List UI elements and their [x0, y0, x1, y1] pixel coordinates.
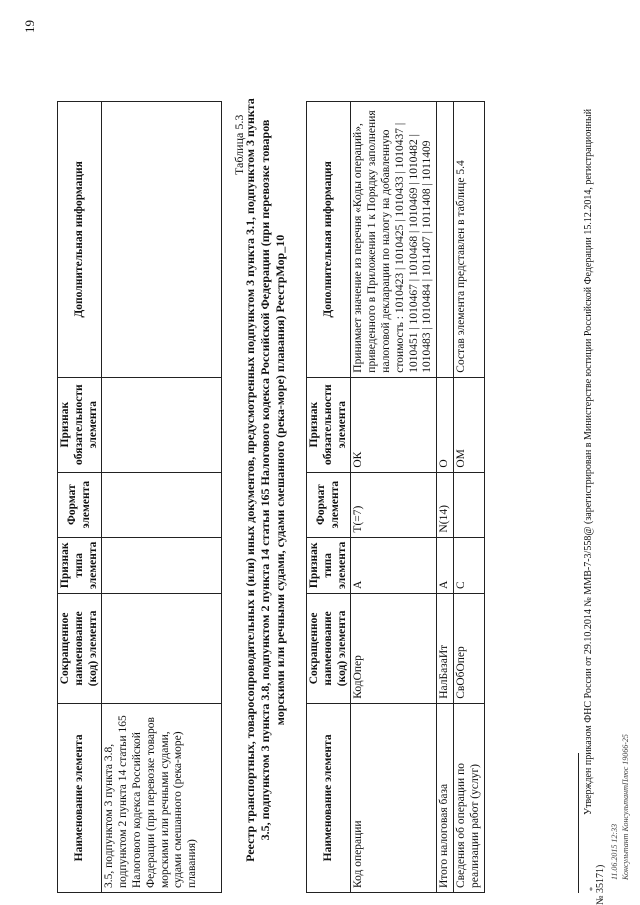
table-cell — [102, 472, 222, 537]
header-cell: Сокращенное наименование (код) элемента — [58, 593, 102, 703]
table-cell: СвОбОпер — [453, 593, 484, 703]
table-cell — [453, 472, 484, 537]
table-cell: С — [453, 537, 484, 593]
table-cell: 3.5, подпунктом 3 пункта 3.8, подпунктом 2 пункта 14 статьи 165 Налогового кодекса Российской Федерации (при перевозке товаров морскими или речными судами, судами смешанного (река-море) плавания) — [102, 703, 222, 892]
table-title: Реестр транспортных, товаросопроводительных и (или) иных документов, предусмотренных подпунктом 3 пункта 3.1, подпунктом 3 пункта 3.5, подпунктом 3 пункта 3.8, подпунктом 2 пункта 14 статьи 165 Налогового кодекса Российской Федерации (при перевозке товаров морскими или речными судами, судами смешанного (река-море) плавания) РеестрМор_10 — [243, 98, 287, 862]
registration-number: № 35171) — [595, 864, 606, 905]
header-cell: Признак типа элемента — [307, 537, 351, 593]
footnote-text: Утвержден приказом ФНС России от 29.10.2014 № ММВ-7-3/558@ (зарегистрирован в Министерстве юстиции Российской Федерации 15.12.2014, регистрационный — [583, 108, 594, 815]
table-cell: ОК — [351, 377, 437, 472]
table-header-row — [58, 102, 102, 893]
header-cell: Признак обязательности элемента — [58, 377, 102, 472]
table-header-row — [307, 102, 351, 893]
table-cell: О — [437, 377, 454, 472]
table-cell — [102, 537, 222, 593]
registry-table — [306, 101, 485, 893]
footnote-mark: * — [588, 887, 597, 891]
header-cell: Формат элемента — [58, 472, 102, 537]
table-row — [351, 102, 437, 893]
table-cell: T(=7) — [351, 472, 437, 537]
table-cell: Код операции — [351, 703, 437, 892]
table-cell: А — [351, 537, 437, 593]
table-cell — [102, 102, 222, 378]
header-cell: Сокращенное наименование (код) элемента — [307, 593, 351, 703]
table-cell: Состав элемента представлен в таблице 5.4 — [453, 102, 484, 378]
table-cell: КодОпер — [351, 593, 437, 703]
print-stamp-source: Консультант КонсультантПлюс 19066-25 — [621, 734, 630, 880]
table-caption: Таблица 5.3 — [232, 114, 246, 175]
table-row — [453, 102, 484, 893]
header-cell: Формат элемента — [307, 472, 351, 537]
table-cell — [102, 377, 222, 472]
table-cell: N(14) — [437, 472, 454, 537]
table-cell — [102, 593, 222, 703]
header-cell: Наименование элемента — [58, 703, 102, 892]
table-row — [102, 102, 222, 893]
header-cell: Дополнительная информация — [307, 102, 351, 378]
table-continuation — [57, 101, 222, 893]
table-cell: Принимает значение из перечня «Коды операций», приведенного в Приложении 1 к Порядку заполнения налоговой декларации по налогу на добавленную стоимость : 1010423 | 1010425 | 1010433 | 1010437 | 1010451 | 1010467 | 1010468 | 1010469 | 1010482 | 1010483 | 1010484 | 1011407 | 1011408 | 1011409 — [351, 102, 437, 378]
page-number: 19 — [22, 20, 37, 33]
table-cell: НалБазаИт — [437, 593, 454, 703]
header-cell: Дополнительная информация — [58, 102, 102, 378]
table-cell — [437, 102, 454, 378]
table-cell: ОМ — [453, 377, 484, 472]
print-stamp-date: 11.06.2015 12:33 — [610, 823, 619, 880]
header-cell: Признак обязательности элемента — [307, 377, 351, 472]
table-cell: Итого налоговая база — [437, 703, 454, 892]
footnote-divider — [578, 753, 579, 893]
table-cell: А — [437, 537, 454, 593]
table-row — [437, 102, 454, 893]
header-cell: Признак типа элемента — [58, 537, 102, 593]
header-cell: Наименование элемента — [307, 703, 351, 892]
table-cell: Сведения об операции по реализации работ (услуг) — [453, 703, 484, 892]
